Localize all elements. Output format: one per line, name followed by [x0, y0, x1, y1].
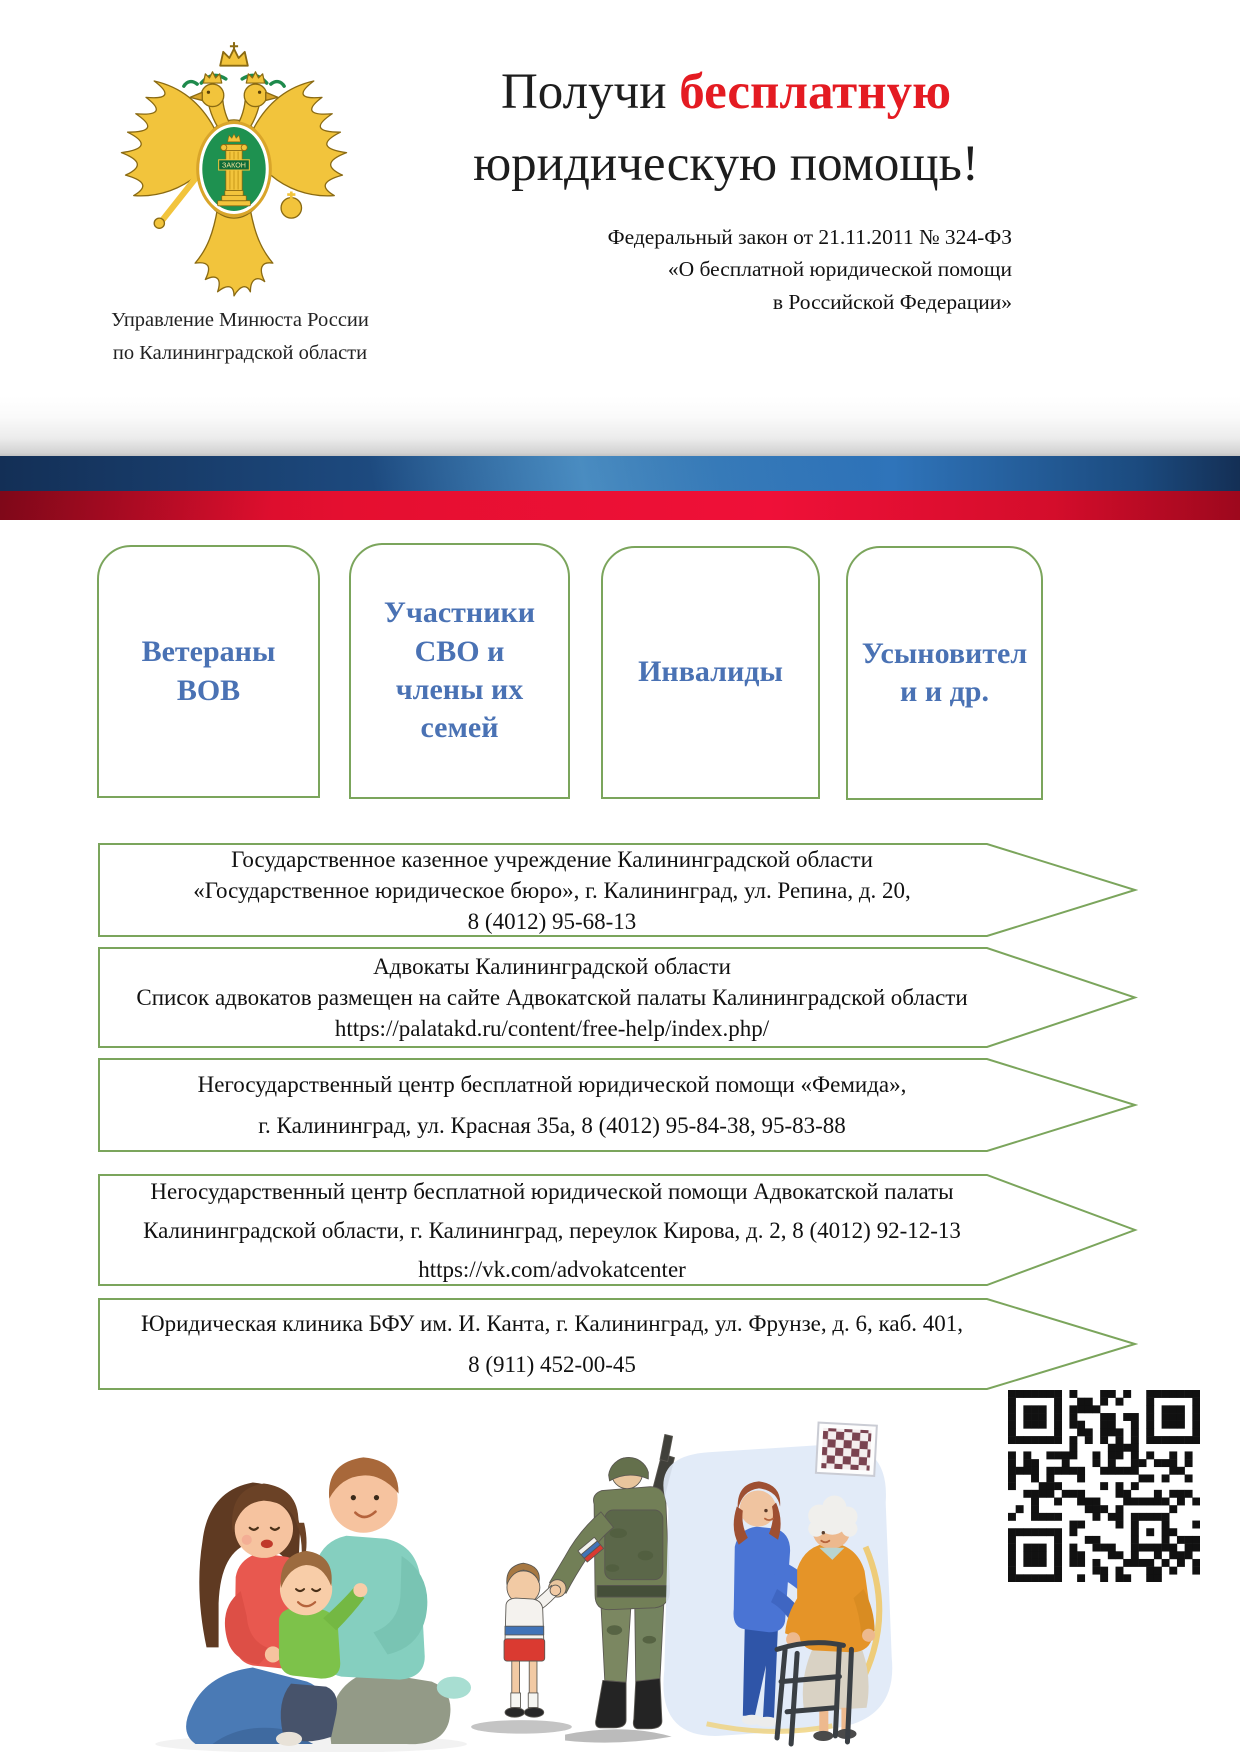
title-prefix: Получи — [500, 64, 667, 120]
org-name — [70, 304, 410, 370]
provider-banner-bfu-clinic — [98, 1298, 1138, 1390]
provider-line: Юридическая клиника БФУ им. И. Канта, г. Калининград, ул. Фрунзе, д. 6, каб. 401, — [140, 1311, 964, 1336]
provider-line: Негосударственный центр бесплатной юридической помощи Адвокатской палаты — [150, 1178, 954, 1204]
provider-line: Негосударственный центр бесплатной юридической помощи «Фемида», — [197, 1072, 907, 1097]
provider-banner-gosburo — [98, 843, 1138, 937]
org-name-line2: по Калининградской области — [112, 342, 368, 365]
provider-line: г. Калининград, ул. Красная 35а, 8 (4012) 95-84-38, 95-83-88 — [258, 1113, 846, 1138]
category-card-veterans — [97, 545, 320, 798]
flag-silver-stripe — [0, 396, 1240, 456]
flag-red-stripe — [0, 491, 1240, 520]
minjust-emblem-logo — [108, 36, 360, 302]
provider-banner-advokat-center — [98, 1174, 1138, 1286]
category-line: и и др. — [900, 675, 989, 708]
provider-line: Адвокаты Калининградской области — [373, 954, 731, 979]
page-title — [420, 56, 1032, 201]
category-line: Усыновител — [861, 636, 1028, 670]
category-line: семей — [420, 711, 499, 745]
provider-banner-femida — [98, 1058, 1138, 1152]
law-reference — [520, 221, 1012, 318]
provider-line: Список адвокатов размещен на сайте Адвокатской палаты Калининградской области — [136, 985, 968, 1010]
category-line: ВОВ — [176, 673, 241, 707]
category-card-disabled — [601, 546, 820, 799]
category-card-svo — [349, 543, 570, 799]
chessboard-picture — [816, 1423, 877, 1476]
provider-line: Калининградской области, г. Калининград, переулок Кирова, д. 2, 8 (4012) 92-12-13 — [143, 1217, 961, 1243]
provider-line: Государственное казенное учреждение Калининградской области — [231, 846, 873, 872]
flag-blue-stripe — [0, 456, 1240, 491]
russian-flag-banner — [0, 396, 1240, 520]
provider-url: https://vk.com/advokatcenter — [418, 1256, 686, 1282]
provider-url: https://palatakd.ru/content/free-help/index.php/ — [334, 1016, 770, 1041]
category-line: СВО и — [414, 634, 505, 668]
qr-code — [1008, 1390, 1200, 1582]
law-line3: в Российской Федерации» — [772, 289, 1012, 314]
category-line: Инвалиды — [638, 655, 783, 689]
category-card-adopters — [846, 546, 1043, 800]
provider-phone: 8 (4012) 95-68-13 — [467, 908, 637, 934]
category-line: Участники — [383, 596, 536, 630]
title-highlight: бесплатную — [679, 64, 952, 120]
title-line2: юридическую помощь! — [473, 136, 979, 193]
law-line2: «О бесплатной юридической помощи — [667, 257, 1012, 282]
caregiver-elderly-illustration — [626, 1416, 918, 1750]
provider-banner-advocates — [98, 947, 1138, 1048]
org-name-line1: Управление Минюста России — [111, 309, 369, 331]
provider-phone: 8 (911) 452-00-45 — [468, 1352, 636, 1377]
emblem-shield-text: ЗАКОН — [222, 161, 246, 170]
provider-line: «Государственное юридическое бюро», г. Калининград, ул. Репина, д. 20, — [193, 877, 911, 903]
category-line: Ветераны — [141, 635, 276, 669]
category-line: члены их — [395, 673, 524, 706]
law-line1: Федеральный закон от 21.11.2011 № 324-ФЗ — [607, 225, 1012, 249]
title-line1 — [420, 56, 1032, 128]
